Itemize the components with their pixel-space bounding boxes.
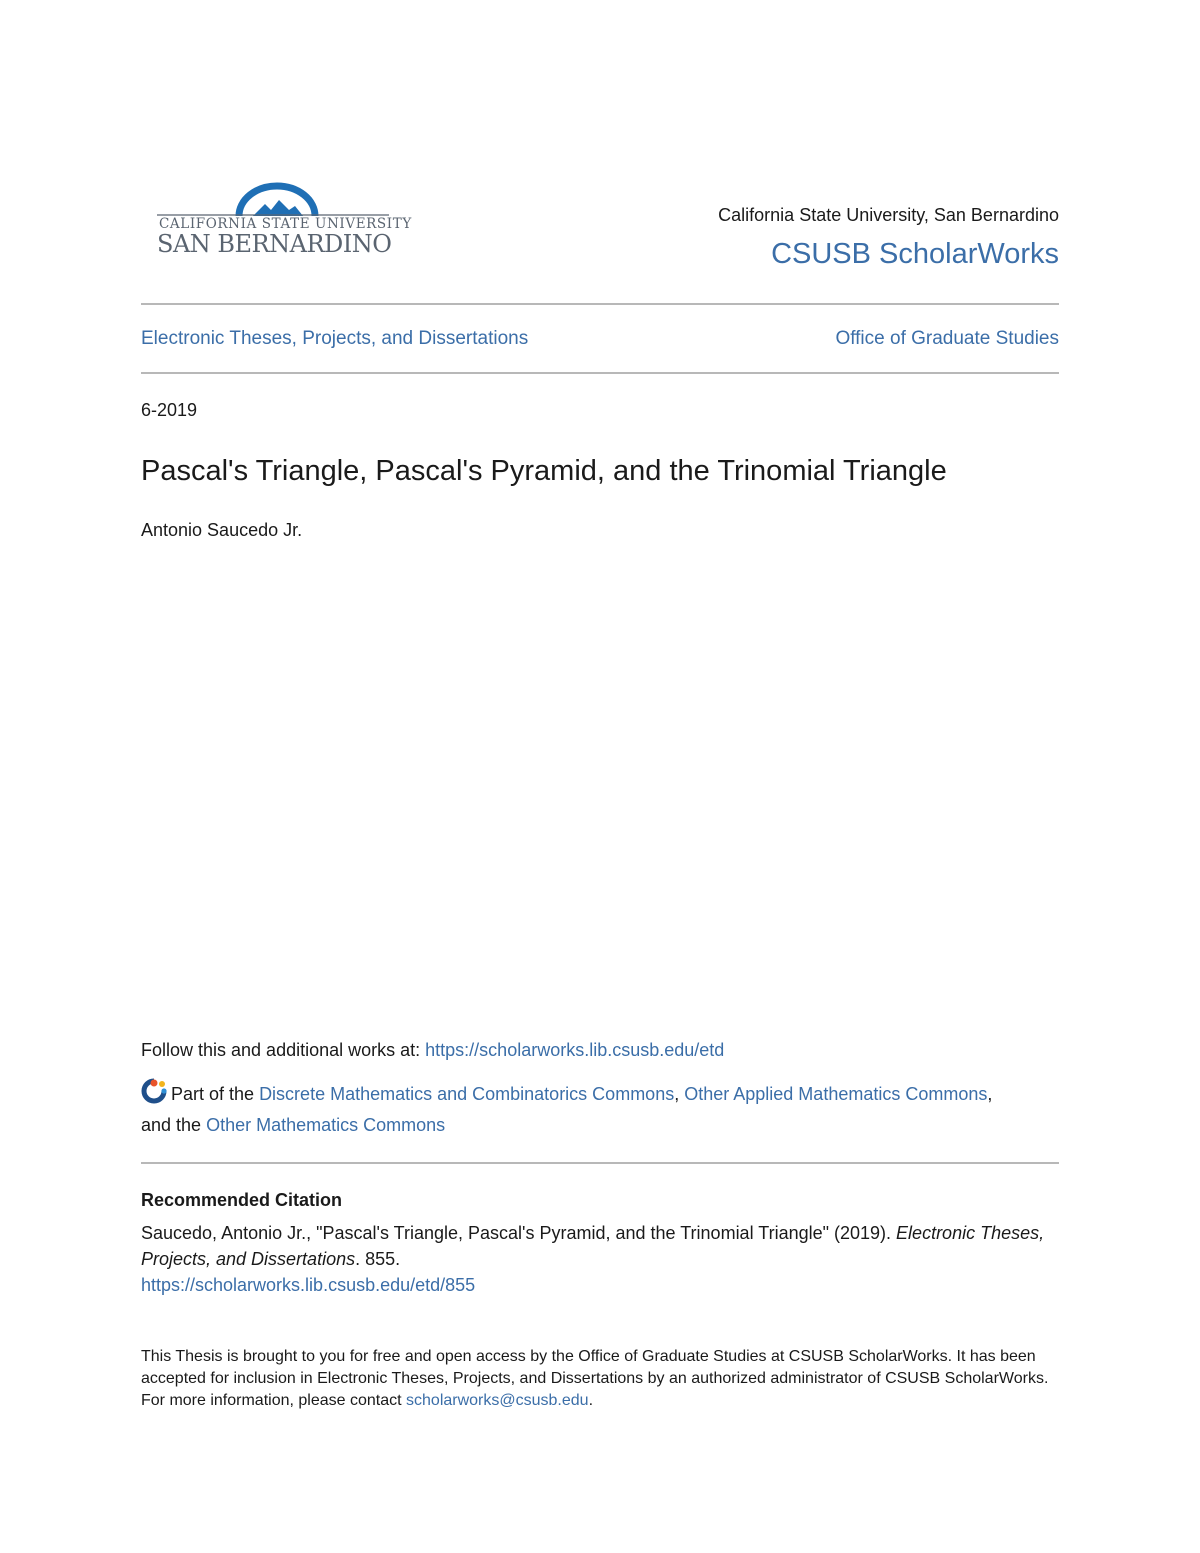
part-of-line bbox=[141, 1078, 1021, 1141]
repository-link[interactable]: CSUSB ScholarWorks bbox=[771, 238, 1059, 270]
logo-text-bottom: SAN BERNARDINO bbox=[157, 230, 392, 258]
collection-url-link[interactable]: https://scholarworks.lib.csusb.edu/etd bbox=[425, 1040, 725, 1060]
commons-link-other[interactable]: Other Mathematics Commons bbox=[206, 1115, 446, 1135]
document-title: Pascal's Triangle, Pascal's Pyramid, and the Trinomial Triangle bbox=[141, 455, 947, 487]
citation-url-link[interactable]: https://scholarworks.lib.csusb.edu/etd/855 bbox=[141, 1275, 476, 1295]
collection-link[interactable]: Electronic Theses, Projects, and Dissertations bbox=[141, 328, 529, 349]
follow-line bbox=[141, 1040, 724, 1061]
divider bbox=[141, 303, 1059, 305]
university-logo[interactable] bbox=[157, 180, 412, 260]
footer-text: This Thesis is brought to you for free and open access by the Office of Graduate Studies at CSUSB ScholarWorks. It has been accepted for inclusion in Electronic Theses, Projects, and Dissertations by an authorized administrator of CSUSB ScholarWorks. For more information, please contact bbox=[141, 1348, 1049, 1409]
part-of-separator: , and the bbox=[141, 1084, 993, 1135]
divider bbox=[141, 1162, 1059, 1164]
commons-link-applied[interactable]: Other Applied Mathematics Commons bbox=[684, 1084, 988, 1104]
office-link[interactable]: Office of Graduate Studies bbox=[835, 328, 1059, 349]
footer-notice bbox=[141, 1346, 1059, 1412]
footer-end: . bbox=[588, 1392, 594, 1409]
part-of-separator: , bbox=[674, 1084, 685, 1104]
commons-link-discrete[interactable]: Discrete Mathematics and Combinatorics Commons bbox=[259, 1084, 675, 1104]
cover-page bbox=[141, 0, 1059, 1553]
network-commons-icon bbox=[141, 1078, 167, 1104]
arch-logo-icon bbox=[157, 180, 397, 220]
publication-date: 6-2019 bbox=[141, 400, 198, 420]
header-right bbox=[718, 205, 1059, 271]
citation-number: . 855. bbox=[355, 1249, 401, 1269]
follow-prefix: Follow this and additional works at: bbox=[141, 1040, 426, 1060]
university-name: California State University, San Bernardino bbox=[718, 205, 1059, 225]
logo-text-top: CALIFORNIA STATE UNIVERSITY bbox=[159, 216, 412, 232]
part-of-prefix: Part of the bbox=[171, 1084, 260, 1104]
citation-series: Electronic Theses, Projects, and Dissertations bbox=[141, 1223, 1045, 1269]
document-author: Antonio Saucedo Jr. bbox=[141, 520, 303, 540]
divider bbox=[141, 372, 1059, 374]
citation-block bbox=[141, 1220, 1059, 1298]
citation-text: Saucedo, Antonio Jr., "Pascal's Triangle, Pascal's Pyramid, and the Trinomial Triangle" (2019). bbox=[141, 1223, 897, 1243]
contact-email-link[interactable]: scholarworks@csusb.edu bbox=[406, 1392, 589, 1409]
citation-heading: Recommended Citation bbox=[141, 1190, 343, 1210]
